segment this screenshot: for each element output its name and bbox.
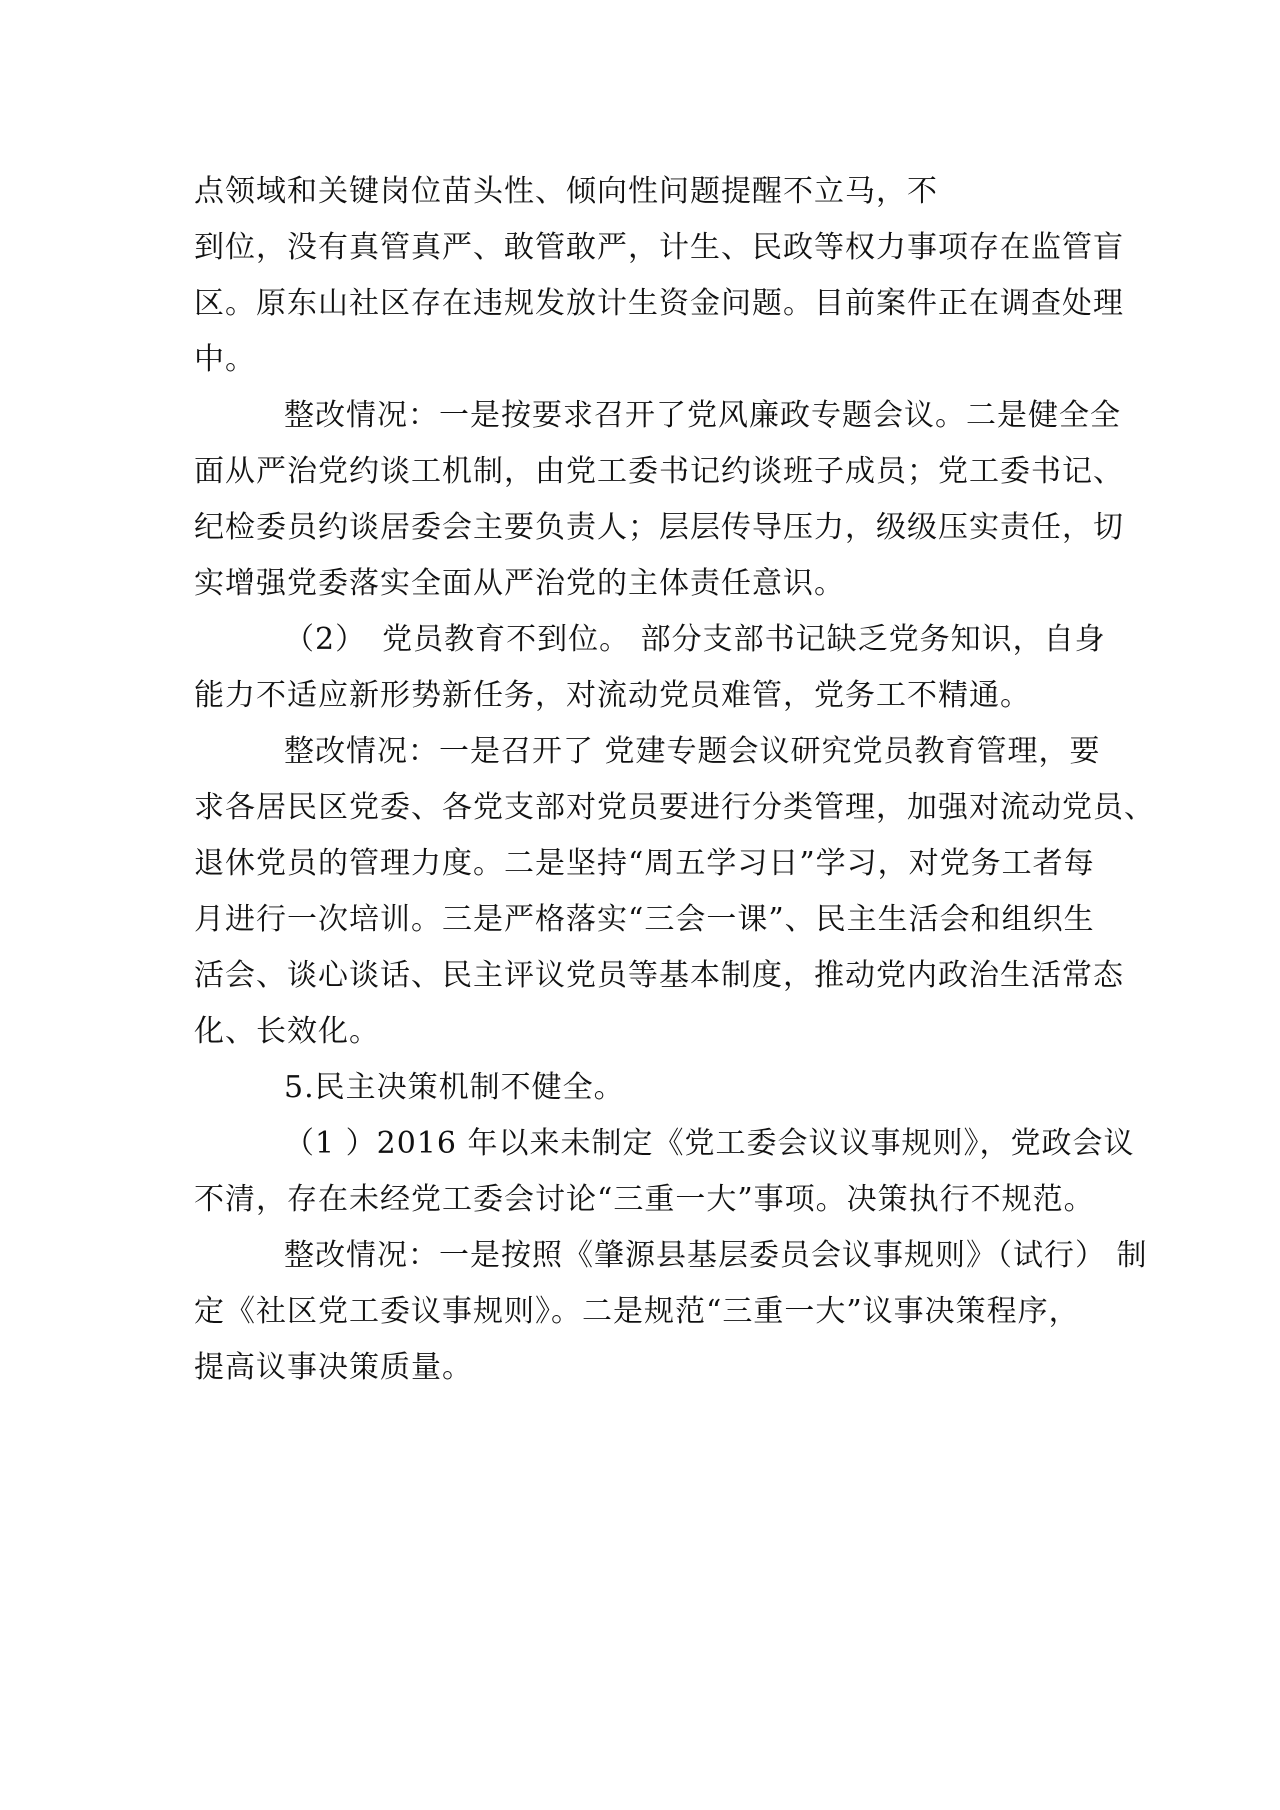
text-line-20: 整改情况：一是按照《肇源县基层委员会议事规则》（试行） 制 [284, 1238, 1148, 1273]
text-line-3: 区。原东山社区存在违规发放计生资金问题。目前案件正在调查处理 [194, 286, 1124, 321]
text-line-19: 不清，存在未经党工委会讨论“三重一大”事项。决策执行不规范。 [194, 1182, 1095, 1217]
text-line-8: 实增强党委落实全面从严治党的主体责任意识。 [194, 566, 845, 601]
text-line-12: 求各居民区党委、各党支部对党员要进行分类管理，加强对流动党员、 [194, 790, 1155, 825]
document-body [194, 164, 1155, 1396]
text-line-15: 活会、谈心谈话、民主评议党员等基本制度，推动党内政治生活常态 [194, 958, 1124, 993]
text-line-21: 定《社区党工委议事规则》。二是规范“三重一大”议事决策程序， [194, 1294, 1080, 1329]
text-line-1: 点领域和关键岗位苗头性、倾向性问题提醒不立马，不 [194, 174, 938, 209]
text-line-18: （1 ）2016 年以来未制定《党工委会议议事规则》，党政会议 [284, 1126, 1135, 1161]
text-line-10: 能力不适应新形势新任务，对流动党员难管，党务工不精通。 [194, 678, 1031, 713]
text-line-6: 面从严治党约谈工机制，由党工委书记约谈班子成员；党工委书记、 [194, 454, 1124, 489]
text-line-4: 中。 [194, 342, 256, 377]
text-line-5: 整改情况：一是按要求召开了党风廉政专题会议。二是健全全 [284, 398, 1121, 433]
text-line-11: 整改情况：一是召开了 党建专题会议研究党员教育管理，要 [284, 734, 1101, 769]
text-line-16: 化、长效化。 [194, 1014, 380, 1049]
text-line-2: 到位，没有真管真严、敢管敢严，计生、民政等权力事项存在监管盲 [194, 230, 1124, 265]
section-heading-5: 5.民主决策机制不健全。 [284, 1070, 625, 1105]
text-line-9: （2） 党员教育不到位。 部分支部书记缺乏党务知识，自身 [284, 622, 1106, 657]
text-line-7: 纪检委员约谈居委会主要负责人；层层传导压力，级级压实责任，切 [194, 510, 1124, 545]
text-line-14: 月进行一次培训。三是严格落实“三会一课”、民主生活会和组织生 [194, 902, 1095, 937]
text-line-22: 提高议事决策质量。 [194, 1350, 473, 1385]
text-line-13: 退休党员的管理力度。二是坚持“周五学习日”学习，对党务工者每 [194, 846, 1095, 881]
